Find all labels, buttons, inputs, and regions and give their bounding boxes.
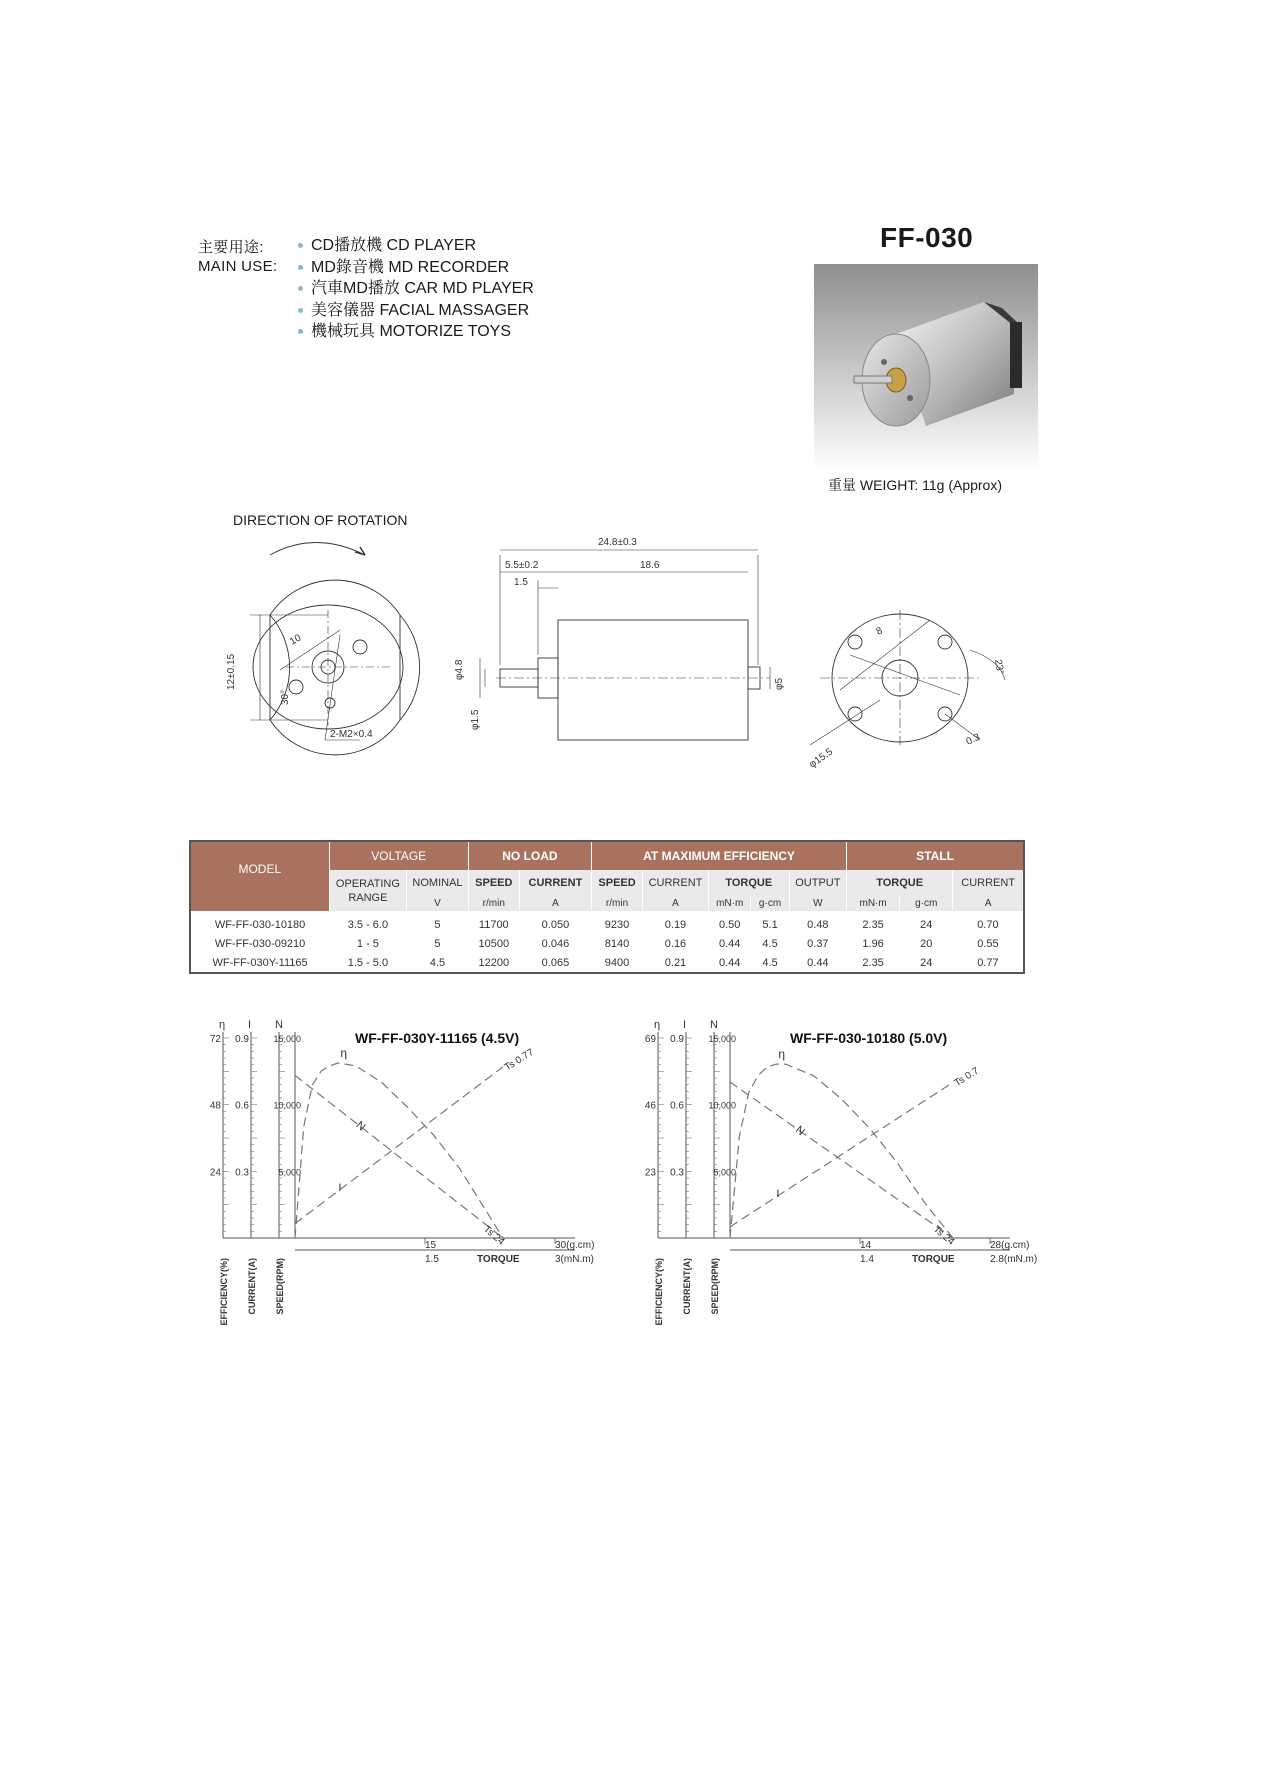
- cur-tick-label: 0.9: [235, 1034, 249, 1045]
- value-cell: 2.35: [862, 956, 884, 969]
- model-cell: WF-FF-030-09210: [214, 937, 306, 950]
- value-cell: 1.96: [862, 937, 884, 950]
- col-speed: SPEED: [592, 870, 643, 896]
- value-cell: 4.5: [762, 937, 778, 950]
- angle-23: 23°: [992, 658, 1006, 676]
- eff-tick-label: 72: [209, 1034, 221, 1045]
- weight-label: 重量 WEIGHT: 11g (Approx): [828, 477, 1003, 493]
- spd-tick-label: 10,000: [273, 1100, 301, 1111]
- col-speed: SPEED: [468, 870, 519, 896]
- value-cell: 20: [920, 937, 933, 950]
- unit-cell: V: [407, 896, 469, 911]
- unit-cell: mN·m: [847, 896, 900, 911]
- main-use-list: [298, 235, 534, 343]
- dia-5: φ5: [774, 677, 785, 690]
- value-cell: 24: [920, 956, 933, 969]
- model-cell: WF-FF-030-10180: [214, 918, 306, 931]
- value-cell: 24: [920, 918, 933, 931]
- col-torque: TORQUE: [708, 870, 789, 896]
- x-tick-label-mnm: 2.8(mN.m): [990, 1254, 1038, 1265]
- bullet-icon: [298, 243, 303, 248]
- col-current: CURRENT: [519, 870, 591, 896]
- spd-tick-label: 15,000: [273, 1034, 301, 1044]
- dim-total: 24.8±0.3: [598, 537, 637, 548]
- value-cell: 0.19: [664, 918, 687, 931]
- eff-axis-title: EFFICIENCY(%): [219, 1258, 229, 1326]
- dia-155: φ15.5: [807, 746, 835, 771]
- unit-cell: mN·m: [708, 896, 751, 911]
- dim-03: 0.3: [964, 731, 982, 748]
- ts-top-label: Ts 0.77: [502, 1047, 536, 1074]
- i-label: I: [338, 1182, 342, 1195]
- cur-symbol: I: [683, 1019, 687, 1031]
- unit-cell: A: [643, 896, 709, 911]
- value-cell: 5: [434, 937, 441, 950]
- bullet-icon: [298, 329, 303, 334]
- torque-label: TORQUE: [912, 1254, 955, 1265]
- current-curve: [295, 1067, 503, 1224]
- table-row: [191, 911, 1023, 934]
- bullet-icon: [298, 286, 303, 291]
- value-cell: 0.44: [718, 956, 741, 969]
- header-model: MODEL: [191, 842, 329, 896]
- x-tick-label-gcm: 14: [860, 1240, 872, 1251]
- eff-tick-label: 23: [644, 1167, 656, 1179]
- dimension-drawing: [200, 530, 1080, 770]
- value-cell: 0.44: [718, 937, 741, 950]
- value-cell: 3.5 - 6.0: [347, 918, 389, 931]
- value-cell: 5: [434, 918, 441, 931]
- rotation-arrow-icon: [270, 543, 365, 556]
- eff-axis-title: EFFICIENCY(%): [654, 1258, 664, 1326]
- value-cell: 0.70: [977, 918, 999, 931]
- torque-label: TORQUE: [477, 1254, 520, 1265]
- value-cell: 8140: [604, 937, 630, 950]
- header-stall: STALL: [847, 842, 1023, 870]
- ts-bottom-label: Ts 24: [481, 1223, 507, 1248]
- cur-symbol: I: [248, 1019, 252, 1031]
- x-tick-label-mnm: 1.4: [860, 1254, 874, 1265]
- cur-tick-label: 0.9: [670, 1034, 684, 1045]
- eta-label: η: [340, 1046, 348, 1060]
- main-use-item: MD錄音機 MD RECORDER: [298, 257, 534, 279]
- eff-symbol: η: [654, 1019, 661, 1031]
- value-cell: 0.046: [541, 937, 570, 950]
- main-use-item: 機械玩具 MOTORIZE TOYS: [298, 321, 534, 343]
- x-tick-label-gcm: 28(g.cm): [990, 1240, 1030, 1251]
- eff-symbol: η: [219, 1019, 226, 1031]
- col-output: OUTPUT: [789, 870, 846, 896]
- header-voltage: VOLTAGE: [329, 842, 468, 870]
- spd-tick-label: 5,000: [713, 1167, 736, 1178]
- dim-10: 10: [288, 632, 304, 648]
- value-cell: 9400: [604, 956, 630, 969]
- bullet-icon: [298, 308, 303, 313]
- cur-tick-label: 0.6: [670, 1100, 684, 1112]
- table-row: [191, 953, 1023, 972]
- col-nominal: NOMINAL: [407, 870, 469, 896]
- col-current: CURRENT: [643, 870, 709, 896]
- col-operating-range: OPERATING RANGE: [329, 870, 407, 911]
- value-cell: 10500: [478, 937, 510, 950]
- value-cell: 12200: [478, 956, 510, 969]
- ts-top-label: Ts 0.7: [952, 1065, 982, 1089]
- spd-axis-title: SPEED(RPM): [275, 1258, 285, 1315]
- value-cell: 5.1: [762, 918, 778, 931]
- value-cell: 9230: [604, 918, 630, 931]
- unit-cell: A: [519, 896, 591, 911]
- n-label: N: [793, 1123, 807, 1139]
- col-torque: TORQUE: [847, 870, 953, 896]
- x-tick-label-gcm: 30(g.cm): [555, 1240, 595, 1251]
- value-cell: 0.48: [807, 918, 829, 931]
- spd-tick-label: 10,000: [708, 1100, 736, 1111]
- spd-axis-title: SPEED(RPM): [710, 1258, 720, 1315]
- value-cell: 4.5: [762, 956, 778, 969]
- value-cell: 2.35: [862, 918, 884, 931]
- dim-boss: 1.5: [514, 577, 528, 588]
- rotation-label: DIRECTION OF ROTATION: [233, 512, 408, 528]
- value-cell: 11700: [478, 918, 509, 931]
- spec-rows: [191, 911, 1023, 972]
- current-curve: [730, 1082, 953, 1226]
- performance-chart-right: [644, 1010, 1050, 1330]
- unit-spacer: [191, 896, 329, 911]
- unit-cell: g·cm: [751, 896, 789, 911]
- dim-body: 18.6: [640, 560, 660, 571]
- dia-15: φ1.5: [470, 709, 481, 730]
- spd-tick-label: 15,000: [708, 1034, 736, 1044]
- value-cell: 0.21: [664, 956, 687, 969]
- dim-shaft: 5.5±0.2: [505, 560, 539, 571]
- header-no-load: NO LOAD: [468, 842, 591, 870]
- x-tick-label-gcm: 15: [425, 1240, 437, 1251]
- value-cell: 0.44: [807, 956, 829, 969]
- chart-title: WF-FF-030Y-11165 (4.5V): [355, 1030, 520, 1046]
- dim-12: 12±0.15: [226, 653, 237, 690]
- unit-cell: W: [789, 896, 846, 911]
- screw-label: 2-M2×0.4: [330, 729, 373, 740]
- value-cell: 0.77: [977, 956, 999, 969]
- dia-48: φ4.8: [454, 659, 465, 680]
- cur-tick-label: 0.3: [670, 1167, 684, 1179]
- efficiency-curve: [295, 1063, 503, 1238]
- x-tick-label-mnm: 3(mN.m): [555, 1254, 594, 1265]
- model-cell: WF-FF-030Y-11165: [212, 956, 308, 969]
- spec-table: [191, 842, 1023, 972]
- n-label: N: [353, 1119, 368, 1134]
- efficiency-curve: [730, 1064, 953, 1238]
- spd-symbol: N: [710, 1019, 718, 1031]
- value-cell: 4.5: [429, 956, 446, 969]
- x-tick-label-mnm: 1.5: [425, 1254, 439, 1265]
- eff-tick-label: 48: [209, 1100, 221, 1112]
- cur-axis-title: CURRENT(A): [682, 1258, 692, 1315]
- main-use-item: 汽車MD播放 CAR MD PLAYER: [298, 278, 534, 300]
- spec-table-frame: [189, 840, 1025, 974]
- speed-curve: [730, 1082, 953, 1238]
- speed-curve: [295, 1075, 503, 1238]
- header-max-efficiency: AT MAXIMUM EFFICIENCY: [592, 842, 847, 870]
- product-title: FF-030: [880, 222, 974, 253]
- value-cell: 0.37: [807, 937, 829, 950]
- cur-tick-label: 0.6: [235, 1100, 249, 1112]
- value-cell: 0.065: [541, 956, 570, 969]
- value-cell: 0.050: [541, 918, 570, 931]
- spd-tick-label: 5,000: [278, 1167, 301, 1178]
- ts-bottom-label: Ts 24: [930, 1223, 957, 1248]
- performance-chart-left: [209, 1010, 615, 1330]
- dim-8: 8: [874, 625, 885, 638]
- table-row: [191, 934, 1023, 953]
- value-cell: 1 - 5: [356, 937, 379, 950]
- bullet-icon: [298, 265, 303, 270]
- spd-symbol: N: [275, 1019, 283, 1031]
- eff-tick-label: 69: [644, 1034, 656, 1045]
- main-use-label-en: MAIN USE:: [198, 258, 278, 275]
- value-cell: 1.5 - 5.0: [347, 956, 389, 969]
- eta-label: η: [778, 1047, 786, 1062]
- value-cell: 0.16: [664, 937, 687, 950]
- value-cell: 0.55: [977, 937, 999, 950]
- i-label: I: [776, 1188, 780, 1201]
- col-current: CURRENT: [953, 870, 1023, 896]
- chart-title: WF-FF-030-10180 (5.0V): [790, 1030, 948, 1046]
- angle-30: 30°: [280, 689, 291, 705]
- value-cell: 0.50: [718, 918, 741, 931]
- main-use-item: 美容儀器 FACIAL MASSAGER: [298, 300, 534, 322]
- unit-cell: g·cm: [900, 896, 953, 911]
- cur-tick-label: 0.3: [235, 1167, 249, 1179]
- motor-photo: [814, 264, 1038, 472]
- eff-tick-label: 24: [209, 1167, 221, 1179]
- main-use-item: CD播放機 CD PLAYER: [298, 235, 534, 257]
- main-use-label-cn: 主要用途:: [198, 239, 264, 256]
- unit-cell: r/min: [468, 896, 519, 911]
- cur-axis-title: CURRENT(A): [247, 1258, 257, 1315]
- unit-cell: A: [953, 896, 1023, 911]
- unit-cell: r/min: [592, 896, 643, 911]
- eff-tick-label: 46: [644, 1100, 656, 1112]
- rear-view: [810, 610, 1005, 745]
